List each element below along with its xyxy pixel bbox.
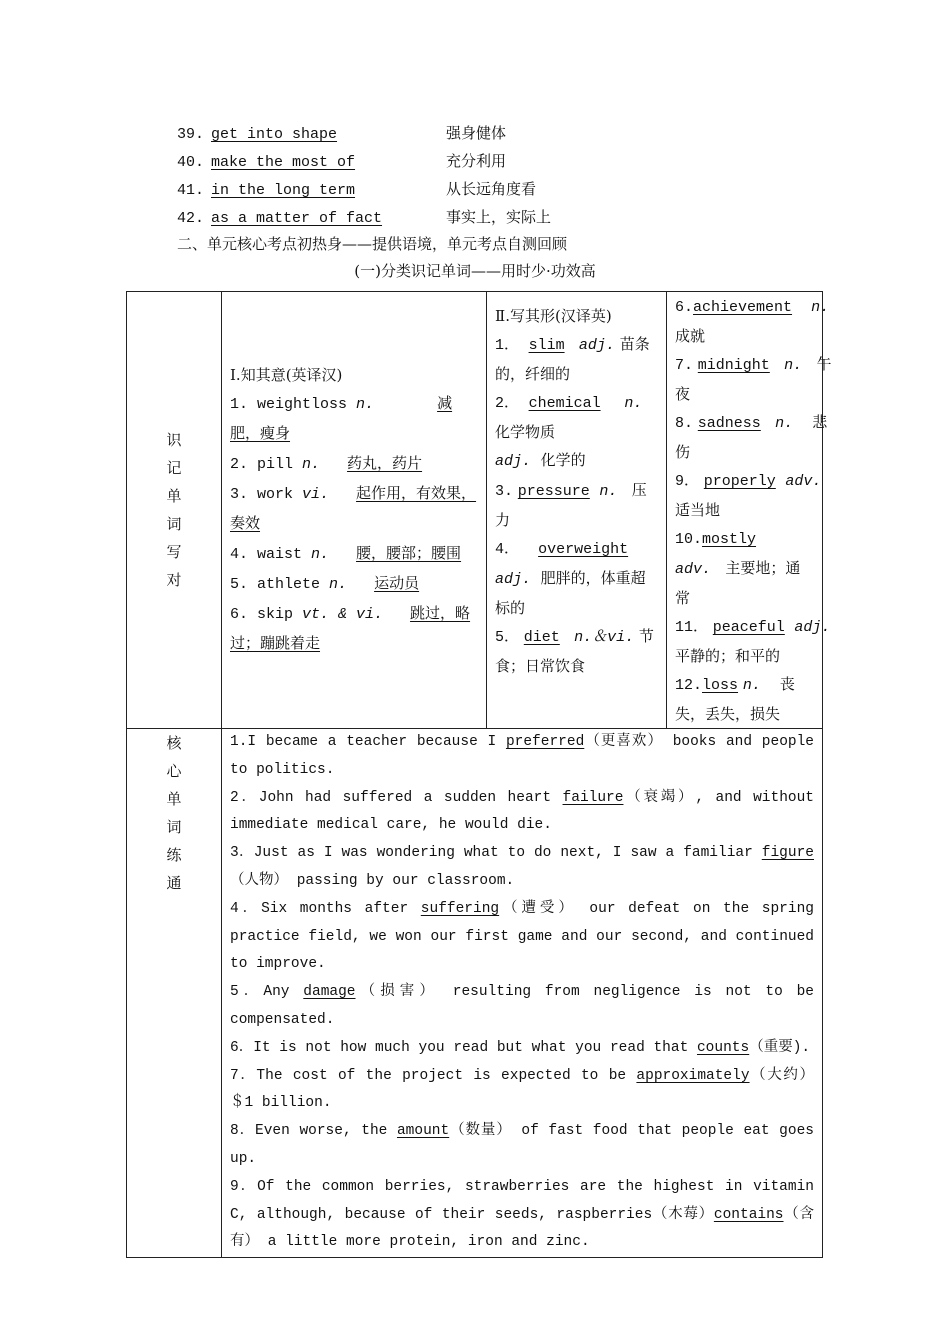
row-label: 识 记 单 词 写 对 [127,292,222,729]
phrase-row [177,175,536,203]
sentence-item: 3．Just as I was wondering what to do next, I saw a familiar figure（人物） passing by our classroom. [230,845,814,889]
cell-title: Ⅱ.写其形(汉译英) [495,307,612,325]
phrase-row [177,119,506,147]
list-item: 2． chemical n. 化学物质 [495,395,643,441]
list-item: 1. weightloss n. 减肥，瘦身 [230,394,453,442]
chinese-to-english-cell [487,292,667,729]
list-item: 7. midnight n. 午夜 [675,355,832,403]
phrase-english: in the long term [211,182,356,199]
section-heading: 二、单元核心考点初热身——提供语境，单元考点自测回顾 [177,235,568,253]
list-item: 4． overweight adj. 肥胖的，体重超标的 [495,541,646,617]
phrase-chinese: 充分利用 [446,152,507,170]
sentence-item: 1.I became a teacher because I preferred（更喜欢） books and people to politics. [230,734,814,778]
list-item: 3. work vi. 起作用，有效果，奏效 [230,484,477,532]
phrase-english: get into shape [211,126,338,143]
list-item: 9． properly adv. 适当地 [675,473,822,519]
list-item: 11． peaceful adj. 平静的；和平的 [675,619,831,665]
vocabulary-table [126,291,832,1258]
phrase-row [177,203,551,231]
sentence-item: 8．Even worse, the amount（数量） of fast food that people eat goes up. [230,1123,814,1167]
list-item: adj. 化学的 [495,451,586,470]
sentence-item: 2．John had suffered a sudden heart failure（衰竭）, and without immediate medical care, he would die. [230,789,814,834]
phrase-chinese: 从长远角度看 [446,180,537,198]
list-item: 5. athlete n. 运动员 [230,574,420,593]
row-label: 核 心 单 词 练 通 [127,729,222,1258]
phrase-number: 41. [177,182,205,199]
list-item: 10.mostly adv. 主要地；通常 [675,531,801,607]
sentence-item: 5．Any damage（损害） resulting from negligence is not to be compensated. [230,984,814,1028]
phrase-english: make the most of [211,154,356,171]
phrase-number: 40. [177,154,205,171]
sentence-practice-cell [222,729,823,1258]
sentence-item: 6．It is not how much you read but what you read that counts（重要). [230,1039,811,1056]
table-row [127,292,823,729]
phrase-number: 42. [177,210,205,227]
list-item: 6.achievement n. 成就 [675,299,830,345]
list-item: 4. waist n. 腰，腰部；腰围 [230,544,462,563]
phrase-row [177,147,506,175]
phrase-number: 39. [177,126,205,143]
sentence-item: 7．The cost of the project is expected to be approximately（大约） ＄1 billion. [230,1067,815,1112]
phrase-english: as a matter of fact [211,210,383,227]
table-row [127,729,823,1258]
phrase-chinese: 事实上，实际上 [446,208,552,226]
sentence-item: 4．Six months after suffering（遭受） our defeat on the spring practice field, we won our first game and our second, and continued to improve. [230,900,814,973]
english-to-chinese-cell [222,292,487,729]
list-item: 2. pill n. 药丸，药片 [230,454,423,473]
list-item: 12.loss n. 丧失，丢失，损失 [675,675,795,723]
list-item: 3. pressure n. 压力 [495,481,647,529]
section-subheading: (一)分类识记单词——用时少·功效高 [354,262,596,280]
list-item: 6. skip vt. & vi. 跳过，略过；蹦跳着走 [230,604,471,652]
phrase-chinese: 强身健体 [446,124,507,142]
list-item: 8. sadness n. 悲伤 [675,413,828,461]
cell-title: Ⅰ.知其意(英译汉) [230,366,343,384]
list-item: 1． slim adj. 苗条的，纤细的 [495,335,650,383]
list-item: 5． diet n.＆vi. 节食；日常饮食 [495,627,654,675]
sentence-item: 9．Of the common berries, strawberries are the highest in vitamin C, although, because of their seeds, raspberries（木莓）contains（含有） a little more protein, iron and zinc. [230,1178,815,1251]
chinese-to-english-cell-continued [667,292,832,729]
